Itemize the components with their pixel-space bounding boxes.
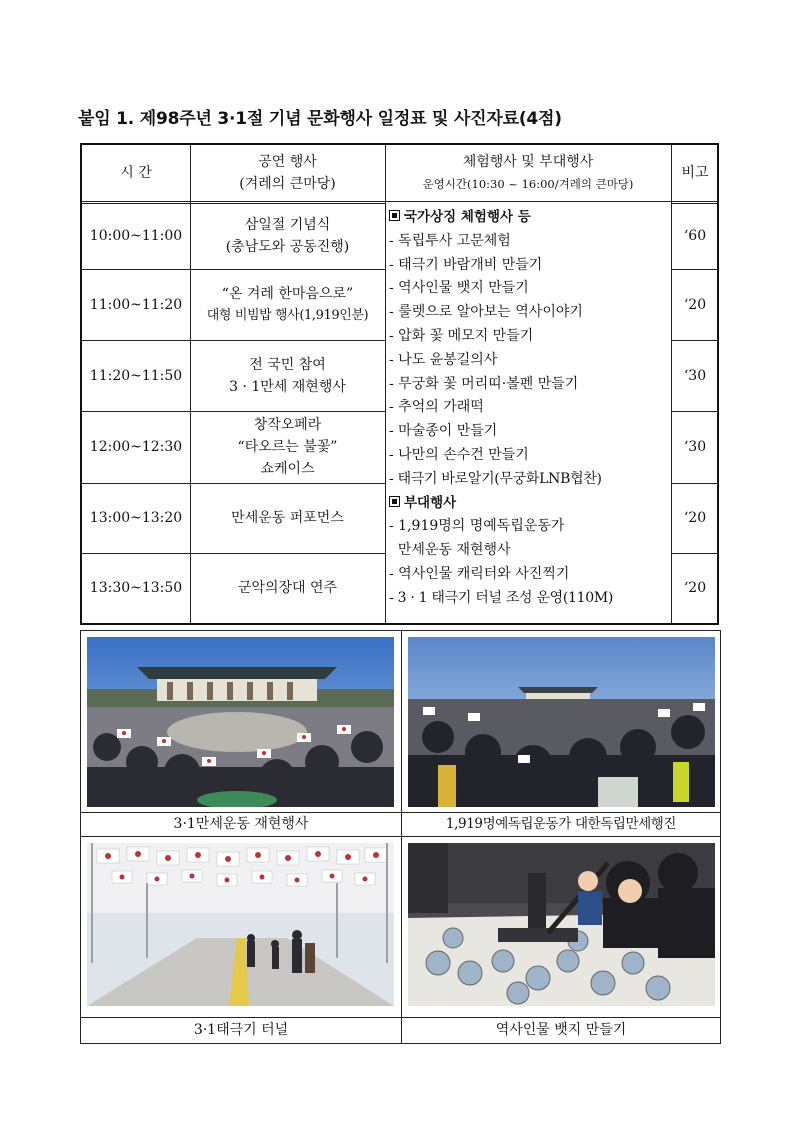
experience-item: - 마술종이 만들기 xyxy=(389,423,498,440)
experience-item: - 역사인물 뱃지 만들기 xyxy=(389,280,529,297)
experience-item: - 나도 윤봉길의사 xyxy=(389,351,498,368)
experience-item: - 태극기 바람개비 만들기 xyxy=(389,256,543,273)
row-event xyxy=(190,553,385,623)
event-line: 삼일절 기념식 xyxy=(244,217,331,233)
experience-item: - 1,919명의 명예독립운동가 xyxy=(389,518,565,535)
photo-badge-making xyxy=(408,843,715,1006)
row-time xyxy=(82,340,190,411)
photo-row-divider xyxy=(81,1017,720,1018)
note-value: ‘20 xyxy=(683,296,707,313)
note-value: ‘20 xyxy=(683,510,707,526)
row-note xyxy=(671,553,719,623)
row-event xyxy=(190,483,385,553)
note-value: ‘20 xyxy=(683,580,707,596)
schedule-table xyxy=(80,143,719,625)
header-performance xyxy=(190,145,385,201)
page-title: 붙임 1. 제98주년 3·1절 기념 문화행사 일정표 및 사진자료(4점) xyxy=(78,109,562,129)
header-time xyxy=(82,145,190,201)
experience-item: 만세운동 재현행사 xyxy=(389,542,511,559)
time-value: 10:00~11:00 xyxy=(89,228,183,244)
row-event xyxy=(190,269,385,340)
experience-heading: 국가상징 체험행사 등 xyxy=(389,206,671,230)
header-experience-sub: 운영시간(10:30 ~ 16:00/겨레의 큰마당) xyxy=(422,177,634,191)
square-bullet-icon xyxy=(389,496,400,507)
time-value: 13:00~13:20 xyxy=(89,510,183,526)
time-value: 11:20~11:50 xyxy=(89,367,183,384)
row-note xyxy=(671,483,719,553)
row-time xyxy=(82,483,190,553)
row-event xyxy=(190,203,385,269)
photo-caption: 3·1만세운동 재현행사 xyxy=(173,816,309,832)
time-value: 13:30~13:50 xyxy=(89,580,183,596)
experience-item: - 추억의 가래떡 xyxy=(389,399,484,416)
square-bullet-icon xyxy=(389,210,400,221)
row-event xyxy=(190,340,385,411)
event-line: 만세운동 퍼포먼스 xyxy=(231,510,344,526)
photo-row-divider xyxy=(81,812,720,813)
experience-item: - 나만의 손수건 만들기 xyxy=(389,446,529,463)
row-time xyxy=(82,411,190,483)
event-line: 3 · 1만세 재현행사 xyxy=(229,378,346,395)
header-note xyxy=(671,145,719,201)
row-note xyxy=(671,203,719,269)
experience-item: - 압화 꽃 메모지 만들기 xyxy=(389,327,534,344)
event-line: 대형 비빔밥 행사(1,919인분) xyxy=(206,307,369,323)
experience-item: - 룰렛으로 알아보는 역사이야기 xyxy=(389,304,583,321)
experience-item: - 태극기 바로알기(무궁화LNB협찬) xyxy=(389,470,602,487)
time-value: 11:00~11:20 xyxy=(89,296,183,313)
row-event xyxy=(190,411,385,483)
event-line: “타오르는 불꽃” xyxy=(237,439,338,455)
event-line: 쇼케이스 xyxy=(260,461,315,477)
photo-hall-crowd xyxy=(87,637,394,807)
header-note-label: 비고 xyxy=(681,165,709,181)
row-time xyxy=(82,203,190,269)
experience-item: - 독립투사 고문체험 xyxy=(389,232,511,249)
photo-col-divider xyxy=(401,631,402,1043)
event-line: 군악의장대 연주 xyxy=(237,580,338,596)
experience-heading: 부대행사 xyxy=(389,492,671,516)
col-divider xyxy=(385,145,386,623)
note-value: ‘60 xyxy=(683,228,707,244)
header-experience xyxy=(385,145,671,201)
photo-flag-tunnel xyxy=(87,843,394,1006)
row-time xyxy=(82,269,190,340)
header-time-label: 시 간 xyxy=(120,165,152,181)
row-note xyxy=(671,411,719,483)
row-note xyxy=(671,269,719,340)
header-experience-label: 체험행사 및 부대행사 xyxy=(462,154,594,170)
experience-item: - 3 · 1 태극기 터널 조성 운영(110M) xyxy=(389,589,614,606)
photo-caption: 1,919명예독립운동가 대한독립만세행진 xyxy=(445,816,677,832)
photo-caption: 3·1태극기 터널 xyxy=(193,1022,289,1038)
event-line: 창작오페라 xyxy=(253,417,322,433)
experience-item: - 역사인물 캐릭터와 사진찍기 xyxy=(389,565,570,582)
time-value: 12:00~12:30 xyxy=(89,439,183,455)
note-value: ‘30 xyxy=(683,367,707,384)
header-divider xyxy=(82,201,719,202)
event-line: “온 겨레 한마음으로” xyxy=(221,285,354,302)
photo-table xyxy=(80,630,721,1044)
header-performance-label: 공연 행사 xyxy=(258,154,317,170)
photo-row-divider xyxy=(81,836,720,837)
event-line: (충남도와 공동진행) xyxy=(225,239,350,255)
row-time xyxy=(82,553,190,623)
row-note xyxy=(671,340,719,411)
header-performance-sub: (겨레의 큰마당) xyxy=(239,176,336,192)
photo-caption: 역사인물 뱃지 만들기 xyxy=(495,1022,627,1038)
experience-list xyxy=(389,206,671,611)
note-value: ‘30 xyxy=(683,439,707,455)
event-line: 전 국민 참여 xyxy=(249,356,326,373)
photo-march-crowd xyxy=(408,637,715,807)
experience-item: - 무궁화 꽃 머리띠·볼펜 만들기 xyxy=(389,375,579,392)
